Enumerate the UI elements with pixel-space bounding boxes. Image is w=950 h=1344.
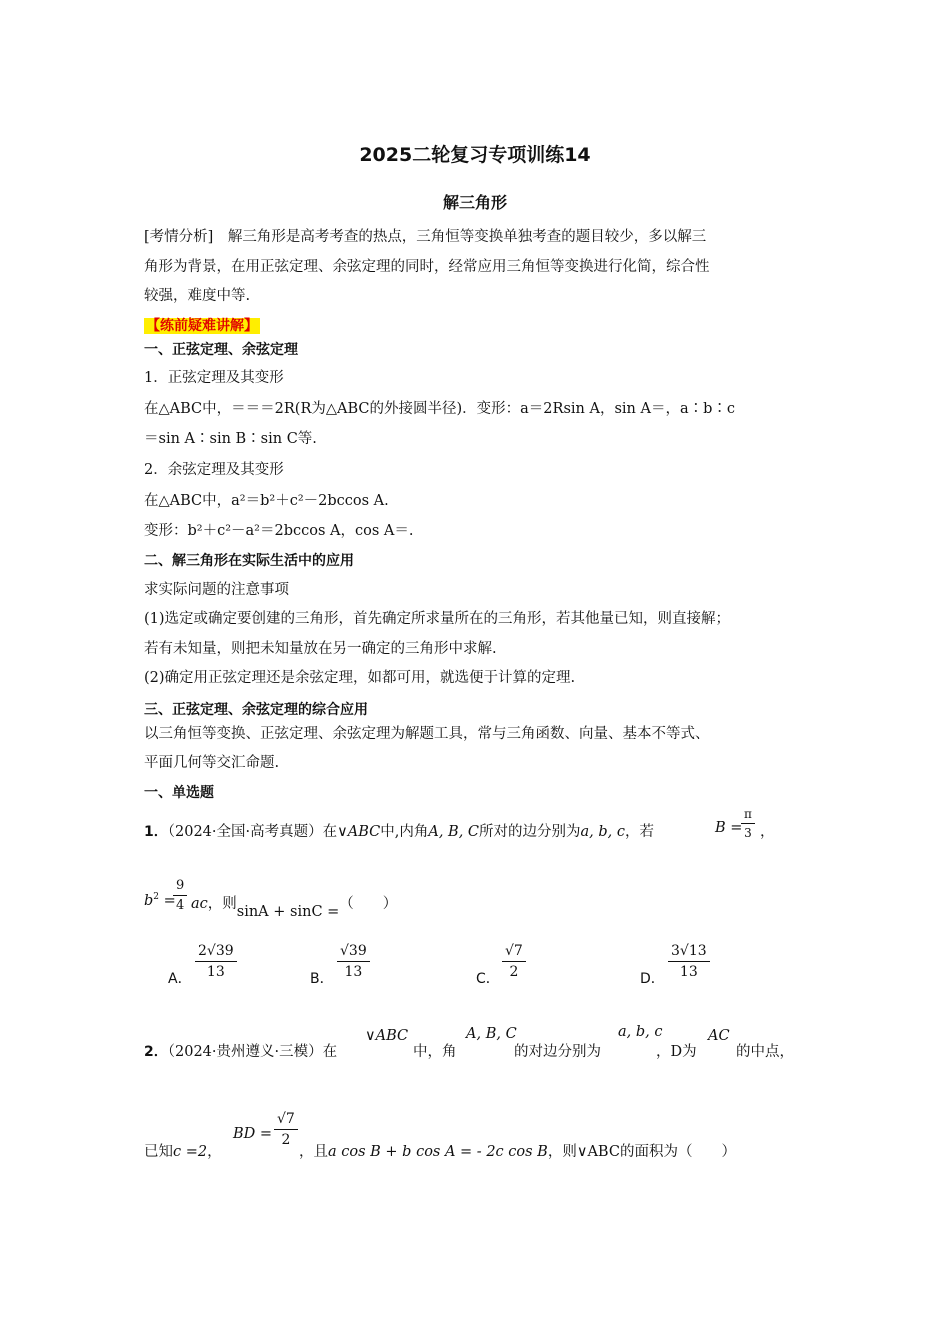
q2-text-7: ，且: [299, 1144, 328, 1160]
intro-line-3: 较强，难度中等.: [144, 288, 251, 304]
section3-line-1: 以三角恒等变换、正弦定理、余弦定理为解题工具，常与三角函数、向量、基本不等式、: [144, 726, 710, 742]
q1-option-c-value[interactable]: [502, 943, 526, 980]
q2-sides: [618, 1024, 662, 1040]
q1-source: （2024·全国·高考真题）在: [167, 824, 338, 840]
q1-nine: 9: [173, 878, 187, 896]
q1-eq: =: [163, 892, 176, 909]
q1-option-c-label[interactable]: C．: [476, 971, 500, 987]
q1-text-row: [144, 820, 654, 841]
q2-triangle-text: ∨ABC: [365, 1028, 409, 1044]
section1-sub1: 1．正弦定理及其变形: [144, 370, 284, 386]
highlight-row: [144, 315, 260, 335]
q2-text-1: 中，角: [413, 1044, 457, 1060]
section1-heading: 一、正弦定理、余弦定理: [144, 342, 298, 358]
q1-sides: a, b, c: [580, 824, 625, 840]
q2-row-1-start: [144, 1040, 337, 1061]
q2-bd-text: BD =: [233, 1126, 273, 1142]
q2-text-8: ，则∨ABC的面积为（ ）: [547, 1144, 736, 1160]
q1-text-3: ，若: [625, 824, 654, 840]
q2-condition: a cos B + b cos A = - 2c cos B: [328, 1144, 548, 1160]
q2-bd-den: 2: [281, 1132, 291, 1148]
q1-b: b: [144, 892, 154, 909]
q1-b-equals: [715, 820, 742, 836]
q1-angles: A, B, C: [428, 824, 480, 840]
q2-text-4: 的中点，: [736, 1044, 794, 1060]
q1-option-a-label[interactable]: A．: [168, 971, 192, 987]
q1-paren: （ ）: [339, 896, 398, 912]
q1-pi: π: [741, 807, 755, 824]
q2-c-eq: c =2: [173, 1144, 208, 1160]
q1-ac: ac: [191, 896, 208, 912]
q2-bd-num: √7: [274, 1111, 298, 1130]
q2-text-2: 的对边分别为: [514, 1044, 601, 1060]
section2-line-4: (2)确定用正弦定理还是余弦定理，如都可用，就选便于计算的定理.: [144, 670, 576, 686]
q2-source: （2024·贵州遵义·三模）在: [167, 1044, 338, 1060]
q2-ac: [708, 1028, 730, 1044]
section4-heading: 一、单选题: [144, 785, 214, 801]
q2-sides-text: a, b, c: [618, 1024, 663, 1040]
q1-sup: 2: [153, 892, 160, 902]
q1-option-a-den: 13: [206, 964, 225, 980]
section1-sub2-line1: 在△ABC中，a²＝b²＋c²－2bccos A.: [144, 493, 389, 509]
q1-pi-over-3: [741, 807, 755, 840]
q1-option-d-value[interactable]: [668, 943, 710, 980]
intro-line-2: 角形为背景，在用正弦定理、余弦定理的同时，经常应用三角恒等变换进行化简，综合性: [144, 259, 710, 275]
q1-option-c-den: 2: [509, 964, 519, 980]
highlight-label: 【练前疑难讲解】: [146, 318, 258, 334]
q1-option-a-value[interactable]: [195, 943, 237, 980]
q1-expression: sinA + sinC =: [236, 904, 340, 920]
q1-three: 3: [744, 826, 752, 840]
q1-option-a-num: 2√39: [195, 943, 237, 962]
q1-option-d-num: 3√13: [668, 943, 710, 962]
section3-heading: 三、正弦定理、余弦定理的综合应用: [144, 702, 368, 718]
section2-line-3: 若有未知量，则把未知量放在另一确定的三角形中求解.: [144, 641, 497, 657]
q2-angles: [466, 1026, 517, 1042]
q1-ac-row: [191, 892, 398, 920]
q1-option-d-label[interactable]: D．: [640, 971, 665, 987]
q1-option-b-value[interactable]: [337, 943, 370, 980]
section1-sub1-line1: 在△ABC中，＝＝＝2R(R为△ABC的外接圆半径)．变形：a＝2Rsin A，sin A＝，a∶b∶c: [144, 401, 735, 417]
q1-text-2: 所对的边分别为: [479, 824, 581, 840]
q2-bd-fraction: [274, 1111, 298, 1148]
q2-angles-text: A, B, C: [466, 1026, 517, 1042]
q2-number: 2．: [144, 1044, 168, 1060]
section3-line-2: 平面几何等交汇命题.: [144, 755, 280, 771]
q1-nine-over-four: [173, 878, 187, 913]
q1-option-d-den: 13: [679, 964, 698, 980]
q2-row-2-end: [299, 1140, 736, 1161]
intro-line-1: [考情分析] 解三角形是高考考查的热点，三角恒等变换单独考查的题目较少，多以解三: [144, 229, 707, 245]
page-subtitle: 解三角形: [442, 193, 507, 212]
q1-option-b-den: 13: [344, 964, 363, 980]
q1-number: 1．: [144, 824, 168, 840]
q1-text-4: ，则: [207, 896, 237, 912]
q1-triangle: ∨ABC: [337, 824, 381, 840]
q2-text-5: 已知: [144, 1144, 173, 1160]
section1-sub2: 2．余弦定理及其变形: [144, 462, 284, 478]
q1-comma: ，: [760, 824, 775, 840]
q1-option-c-num: √7: [502, 943, 526, 962]
q1-four: 4: [176, 898, 185, 913]
section2-heading: 二、解三角形在实际生活中的应用: [144, 553, 354, 569]
section2-line-2: (1)选定或确定要创建的三角形，首先确定所求量所在的三角形，若其他量已知，则直接解；: [144, 611, 731, 627]
q2-text-3: ，D为: [656, 1044, 697, 1060]
q2-triangle: [365, 1028, 408, 1044]
q1-option-b-num: √39: [337, 943, 370, 962]
q1-b-eq-text: B =: [715, 820, 743, 836]
section1-sub2-line2: 变形：b²＋c²－a²＝2bccos A，cos A＝.: [144, 523, 414, 539]
page-title: 2025二轮复习专项训练14: [359, 144, 591, 166]
q1-b-squared: [144, 892, 176, 909]
q2-ac-text: AC: [708, 1028, 730, 1044]
section2-line-1: 求实际问题的注意事项: [144, 582, 289, 598]
q2-row-2-start: [144, 1140, 222, 1161]
section1-sub1-line2: ＝sin A∶sin B∶sin C等.: [144, 431, 317, 447]
q1-option-b-label[interactable]: B．: [310, 971, 334, 987]
q2-bd-eq: [233, 1126, 272, 1142]
q1-text-1: 中,内角: [380, 824, 429, 840]
q2-text-6: ，: [207, 1144, 222, 1160]
